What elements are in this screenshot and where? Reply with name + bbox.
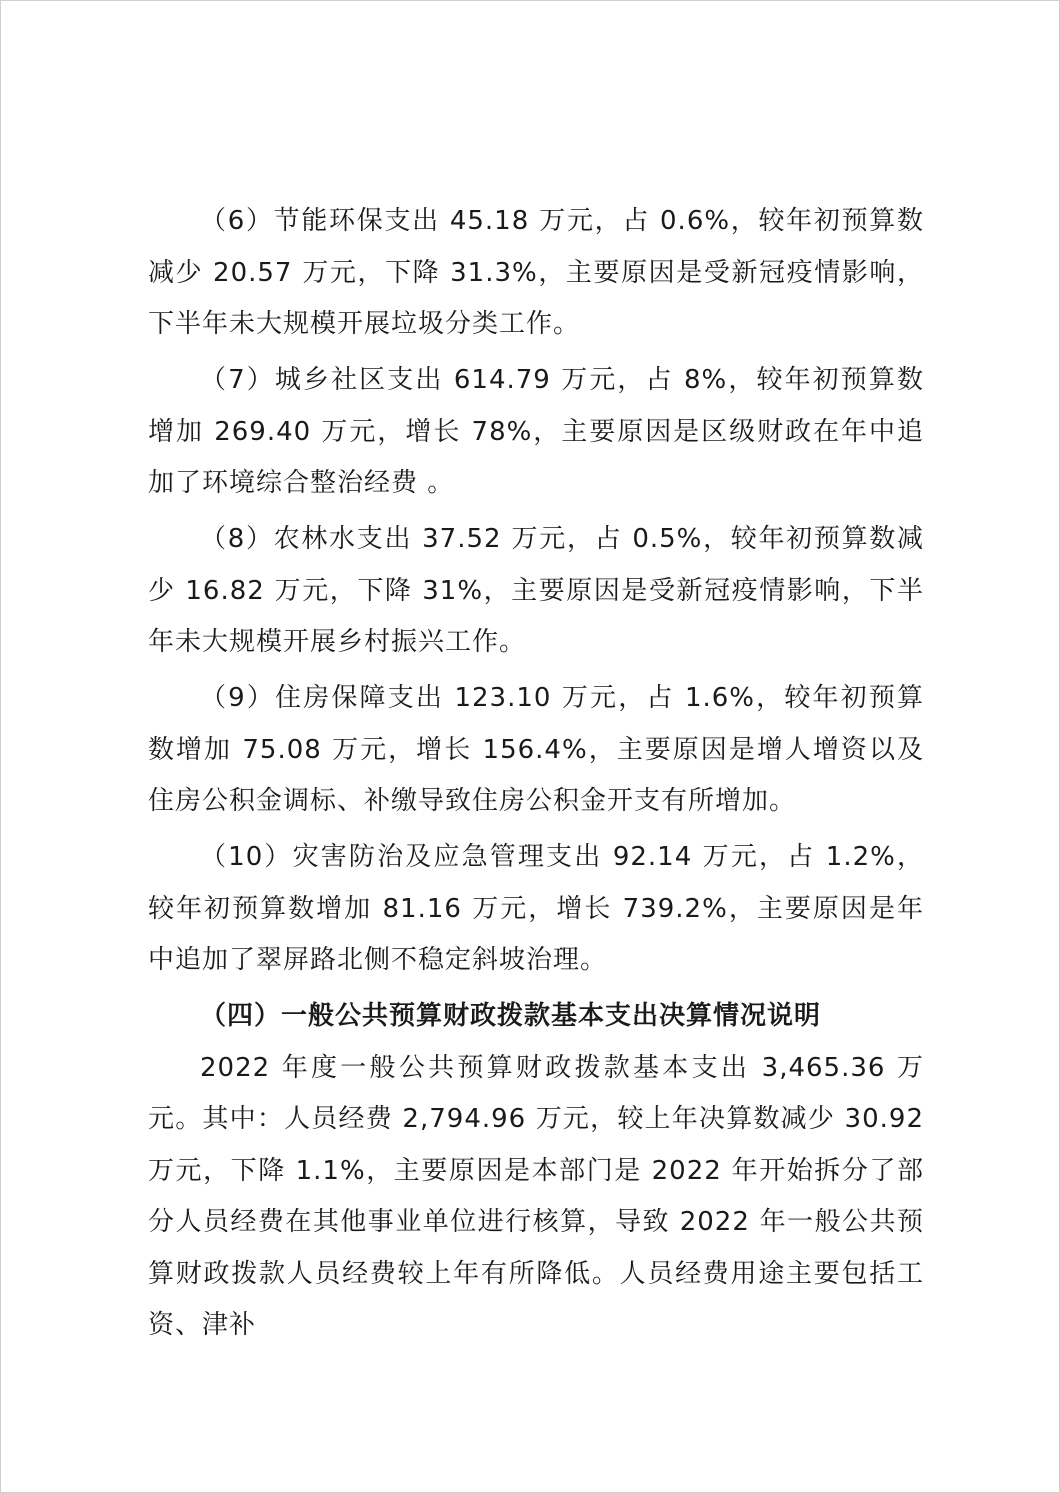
paragraph-housing-security: （9）住房保障支出 123.10 万元，占 1.6%，较年初预算数增加 75.08 万元，增长 156.4%，主要原因是增人增资以及住房公积金调标、补缴导致住房公积金开支有所增加。 bbox=[148, 683, 924, 816]
document-body bbox=[148, 196, 924, 1352]
section-heading: （四）一般公共预算财政拨款基本支出决算情况说明 bbox=[200, 1001, 822, 1031]
paragraph-disaster-prevention: （10）灾害防治及应急管理支出 92.14 万元，占 1.2%，较年初预算数增加 81.16 万元，增长 739.2%，主要原因是年中追加了翠屏路北侧不稳定斜坡治理。 bbox=[148, 842, 924, 975]
paragraph-agriculture-forestry-water: （8）农林水支出 37.52 万元，占 0.5%，较年初预算数减少 16.82 万元，下降 31%，主要原因是受新冠疫情影响，下半年未大规模开展乡村振兴工作。 bbox=[148, 524, 924, 657]
paragraph-basic-expenditure: 2022 年度一般公共预算财政拨款基本支出 3,465.36 万元。其中：人员经费 2,794.96 万元，较上年决算数减少 30.92 万元，下降 1.1%，主要原因是本部门是 2022 年开始拆分了部分人员经费在其他事业单位进行核算，导致 2022 年一般公共预算财政拨款人员经费较上年有所降低。人员经费用途主要包括工资、津补 bbox=[148, 1052, 924, 1340]
paragraph-urban-rural-community: （7）城乡社区支出 614.79 万元，占 8%，较年初预算数增加 269.40 万元，增长 78%，主要原因是区级财政在年中追加了环境综合整治经费 。 bbox=[148, 365, 924, 498]
paragraph-energy-environment: （6）节能环保支出 45.18 万元，占 0.6%，较年初预算数减少 20.57 万元，下降 31.3%，主要原因是受新冠疫情影响，下半年未大规模开展垃圾分类工作。 bbox=[148, 206, 924, 339]
